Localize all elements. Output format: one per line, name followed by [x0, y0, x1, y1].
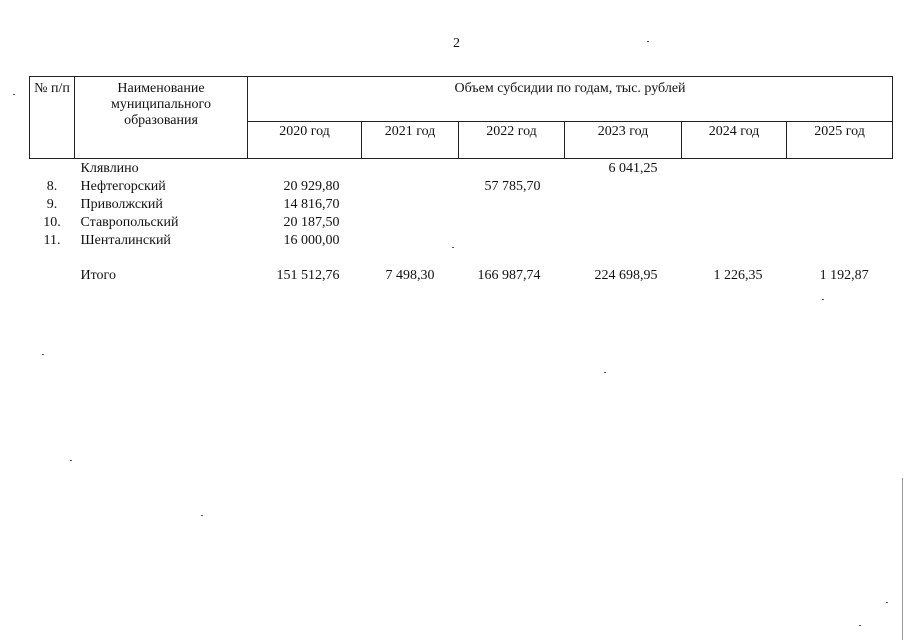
- cell-2024: [682, 213, 787, 231]
- row-municipality: Шенталинский: [80, 232, 171, 248]
- total-2023: 224 698,95: [594, 267, 658, 283]
- scan-speck: [604, 372, 606, 373]
- cell-2020: 14 816,70: [283, 196, 340, 212]
- row-municipality: Клявлино: [80, 160, 139, 176]
- cell-2021: [362, 195, 459, 213]
- scan-speck: [647, 41, 649, 42]
- total-2022: 166 987,74: [477, 267, 541, 283]
- scan-speck: [859, 625, 861, 626]
- header-year-2024: 2024 год: [682, 122, 787, 159]
- total-label: Итого: [80, 267, 116, 283]
- table-row: [30, 213, 893, 231]
- cell-2023: [565, 231, 682, 249]
- table-row: [30, 177, 893, 195]
- scan-speck: [822, 299, 824, 300]
- header-year-2023: 2023 год: [565, 122, 682, 159]
- scan-edge-line: [902, 478, 903, 640]
- table-row: [30, 231, 893, 249]
- header-year-2025: 2025 год: [787, 122, 893, 159]
- cell-2020: 20 187,50: [283, 214, 340, 230]
- row-municipality: Приволжский: [80, 196, 163, 212]
- table-row: [30, 159, 893, 178]
- cell-2025: [787, 159, 893, 178]
- cell-2021: [362, 177, 459, 195]
- row-number: 8.: [46, 178, 58, 194]
- total-2021: 7 498,30: [385, 267, 435, 283]
- cell-2024: [682, 195, 787, 213]
- cell-2020: [248, 159, 362, 178]
- total-2024: 1 226,35: [713, 267, 763, 283]
- cell-2025: [787, 195, 893, 213]
- scan-speck: [13, 94, 15, 95]
- row-municipality: Нефтегорский: [80, 178, 166, 194]
- cell-2023: 6 041,25: [608, 160, 658, 176]
- subsidy-table: [29, 76, 893, 284]
- cell-2024: [682, 159, 787, 178]
- cell-2022: [459, 195, 565, 213]
- header-municipality: Наименование муниципального образования: [75, 77, 248, 159]
- total-2020: 151 512,76: [276, 267, 340, 283]
- cell-2024: [682, 177, 787, 195]
- cell-2022: [459, 213, 565, 231]
- cell-2025: [787, 213, 893, 231]
- cell-2022: [459, 231, 565, 249]
- header-number: № п/п: [30, 77, 75, 159]
- scan-speck: [42, 354, 44, 355]
- cell-2020: 16 000,00: [283, 232, 340, 248]
- scan-speck: [201, 515, 203, 516]
- cell-2022: [459, 159, 565, 178]
- cell-2023: [565, 213, 682, 231]
- row-number: 11.: [43, 232, 61, 248]
- scan-speck: [452, 247, 454, 248]
- header-year-2020: 2020 год: [248, 122, 362, 159]
- cell-2025: [787, 231, 893, 249]
- cell-2023: [565, 177, 682, 195]
- header-year-2021: 2021 год: [362, 122, 459, 159]
- cell-2021: [362, 159, 459, 178]
- scan-speck: [886, 602, 888, 603]
- page-number: 2: [453, 36, 460, 51]
- cell-2020: 20 929,80: [283, 178, 340, 194]
- table-row: [30, 195, 893, 213]
- scan-speck: [70, 460, 72, 461]
- cell-2025: [787, 177, 893, 195]
- cell-2021: [362, 213, 459, 231]
- cell-2023: [565, 195, 682, 213]
- spacer-row: [30, 249, 893, 266]
- total-row: [30, 266, 893, 284]
- header-year-2022: 2022 год: [459, 122, 565, 159]
- header-subsidy-volume: Объем субсидии по годам, тыс. рублей: [248, 77, 893, 122]
- row-number: 10.: [43, 214, 61, 230]
- cell-2024: [682, 231, 787, 249]
- row-number: 9.: [46, 196, 58, 212]
- cell-2022: 57 785,70: [484, 178, 541, 194]
- row-municipality: Ставропольский: [80, 214, 179, 230]
- cell-2021: [362, 231, 459, 249]
- total-2025: 1 192,87: [819, 267, 869, 283]
- row-number: [30, 159, 75, 178]
